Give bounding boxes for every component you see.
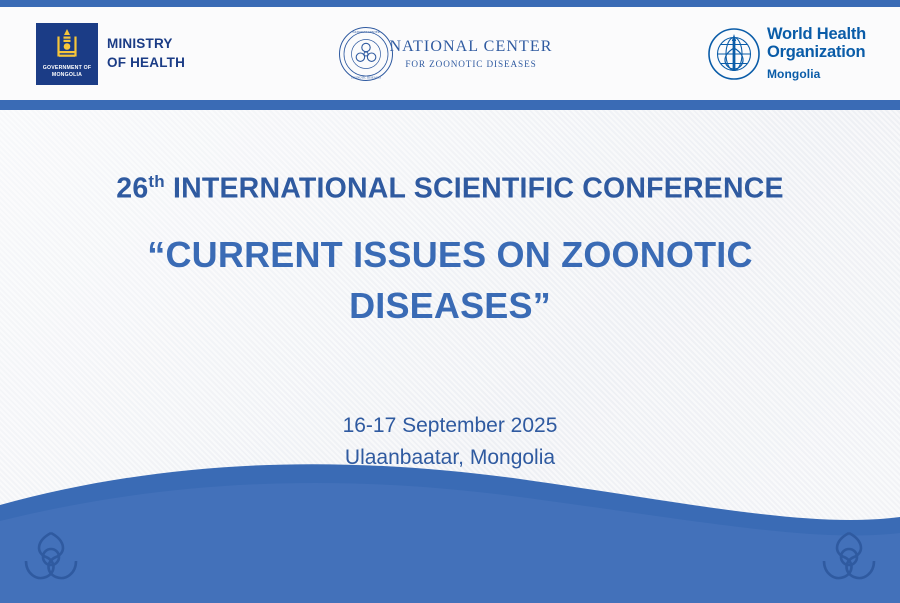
national-center-label-line2: FOR ZOONOTIC DISEASES [405, 58, 537, 69]
logo-slot-ministry-of-health [0, 7, 313, 100]
top-accent-bar [0, 0, 900, 7]
mongolia-state-emblem-icon [36, 23, 98, 85]
national-center-logo [338, 26, 553, 82]
header-divider [0, 100, 900, 110]
who-label [767, 26, 866, 80]
soyombo-icon [54, 28, 80, 62]
title-block [0, 172, 900, 331]
slide-body [0, 110, 900, 603]
who-logo [708, 26, 866, 80]
conference-number-line [0, 172, 900, 206]
national-center-label [390, 37, 553, 71]
conference-subtitle: INTERNATIONAL SCIENTIFIC CONFERENCE [164, 172, 784, 205]
national-center-label-line1: NATIONAL CENTER [389, 37, 553, 55]
svg-text:NATIONAL CENTER: NATIONAL CENTER [351, 29, 380, 34]
event-location: Ulaanbaatar, Mongolia [344, 445, 556, 469]
logo-slot-national-center [313, 7, 590, 100]
conference-ordinal-number: 26 [116, 172, 149, 205]
ministry-of-health-logo [36, 23, 185, 85]
nczd-seal-icon [338, 26, 394, 82]
bottom-wave-decoration [0, 443, 900, 603]
who-label-line1: World Health [766, 25, 867, 44]
ministry-label-line1: MINISTRY [107, 36, 173, 52]
ministry-of-health-label [107, 35, 185, 71]
ornament-right-icon [814, 527, 884, 585]
who-emblem-icon [708, 28, 760, 80]
header-logo-band [0, 7, 900, 100]
emblem-caption: GOVERNMENT OF MONGOLIA [42, 65, 92, 79]
logo-slot-who [589, 7, 900, 100]
event-dates: 16-17 September 2025 [342, 414, 558, 437]
svg-text:ZOONOTIC DISEASES: ZOONOTIC DISEASES [350, 75, 381, 79]
who-label-line2: Organization [766, 43, 866, 61]
who-country-label: Mongolia [766, 66, 821, 81]
conference-ordinal-suffix: th [148, 172, 165, 191]
ornament-left-icon [16, 527, 86, 585]
ministry-label-line2: OF HEALTH [107, 54, 186, 70]
page-title: “CURRENT ISSUES ON ZOONOTIC DISEASES” [147, 233, 753, 326]
